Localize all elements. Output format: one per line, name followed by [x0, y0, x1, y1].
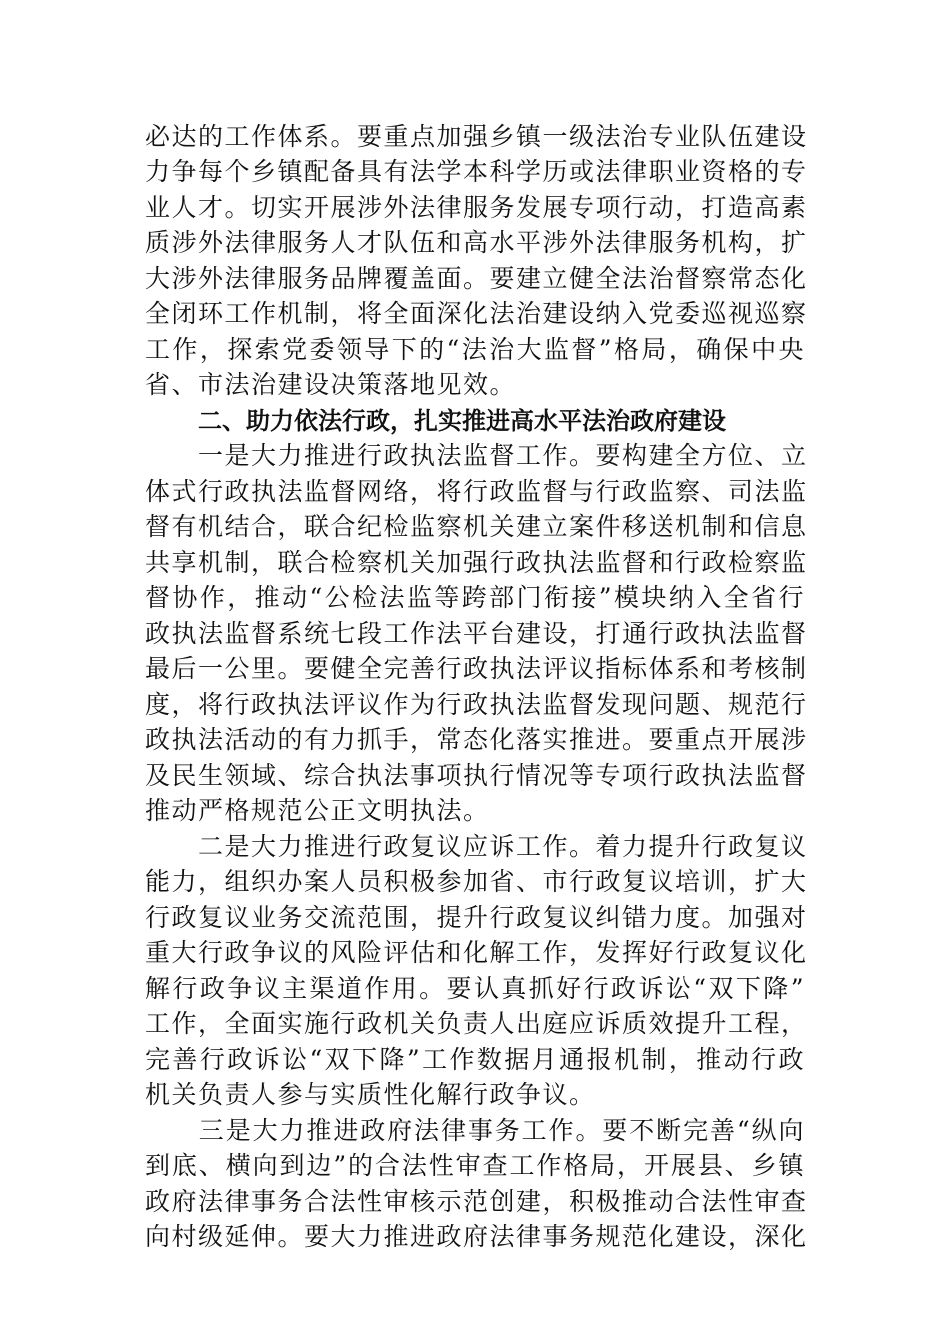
text-line: 重大行政争议的风险评估和化解工作，发挥好行政复议化 [145, 938, 808, 967]
text-line: 共享机制，联合检察机关加强行政执法监督和行政检察监 [145, 548, 808, 577]
text-line: 省、市法治建设决策落地见效。 [145, 370, 517, 399]
text-line: 政府法律事务合法性审核示范创建，积极推动合法性审查 [145, 1187, 808, 1216]
text-line: 及民生领域、综合执法事项执行情况等专项行政执法监督 [145, 761, 808, 790]
text-line: 完善行政诉讼“双下降”工作数据月通报机制，推动行政 [145, 1045, 805, 1074]
text-line: 督有机结合，联合纪检监察机关建立案件移送机制和信息 [145, 512, 808, 541]
text-line: 二是大力推进行政复议应诉工作。着力提升行政复议 [145, 832, 808, 861]
text-line: 工作，全面实施行政机关负责人出庭应诉质效提升工程， [145, 1009, 808, 1038]
text-line: 督协作，推动“公检法监等跨部门衔接”模块纳入全省行 [145, 583, 805, 612]
text-line: 体式行政执法监督网络，将行政监督与行政监察、司法监 [145, 477, 808, 506]
text-line: 能力，组织办案人员积极参加省、市行政复议培训，扩大 [145, 867, 808, 896]
text-line: 质涉外法律服务人才队伍和高水平涉外法律服务机构，扩 [145, 228, 808, 257]
text-line: 机关负责人参与实质性化解行政争议。 [145, 1080, 596, 1109]
text-line: 政执法监督系统七段工作法平台建设，打通行政执法监督 [145, 619, 808, 648]
text-line: 最后一公里。要健全完善行政执法评议指标体系和考核制 [145, 654, 808, 683]
text-line: 度，将行政执法评议作为行政执法监督发现问题、规范行 [145, 690, 808, 719]
text-line: 业人才。切实开展涉外法律服务发展专项行动，打造高素 [145, 193, 808, 222]
text-line: 推动严格规范公正文明执法。 [145, 796, 490, 825]
text-line: 解行政争议主渠道作用。要认真抓好行政诉讼“双下降” [145, 974, 805, 1003]
text-line: 向村级延伸。要大力推进政府法律事务规范化建设，深化 [145, 1222, 808, 1251]
section-heading: 二、助力依法行政，扎实推进高水平法治政府建设 [198, 407, 726, 435]
text-line: 力争每个乡镇配备具有法学本科学历或法律职业资格的专 [145, 157, 808, 186]
text-line: 到底、横向到边”的合法性审查工作格局，开展县、乡镇 [145, 1151, 805, 1180]
text-line: 政执法活动的有力抓手，常态化落实推进。要重点开展涉 [145, 725, 808, 754]
text-line: 三是大力推进政府法律事务工作。要不断完善“纵向 [145, 1116, 805, 1145]
text-line: 行政复议业务交流范围，提升行政复议纠错力度。加强对 [145, 903, 808, 932]
text-line: 工作，探索党委领导下的“法治大监督”格局，确保中央 [145, 335, 805, 364]
text-line: 大涉外法律服务品牌覆盖面。要建立健全法治督察常态化 [145, 264, 808, 293]
text-line: 一是大力推进行政执法监督工作。要构建全方位、立 [145, 441, 808, 470]
text-line: 全闭环工作机制，将全面深化法治建设纳入党委巡视巡察 [145, 299, 808, 328]
text-line: 必达的工作体系。要重点加强乡镇一级法治专业队伍建设 [145, 122, 808, 151]
